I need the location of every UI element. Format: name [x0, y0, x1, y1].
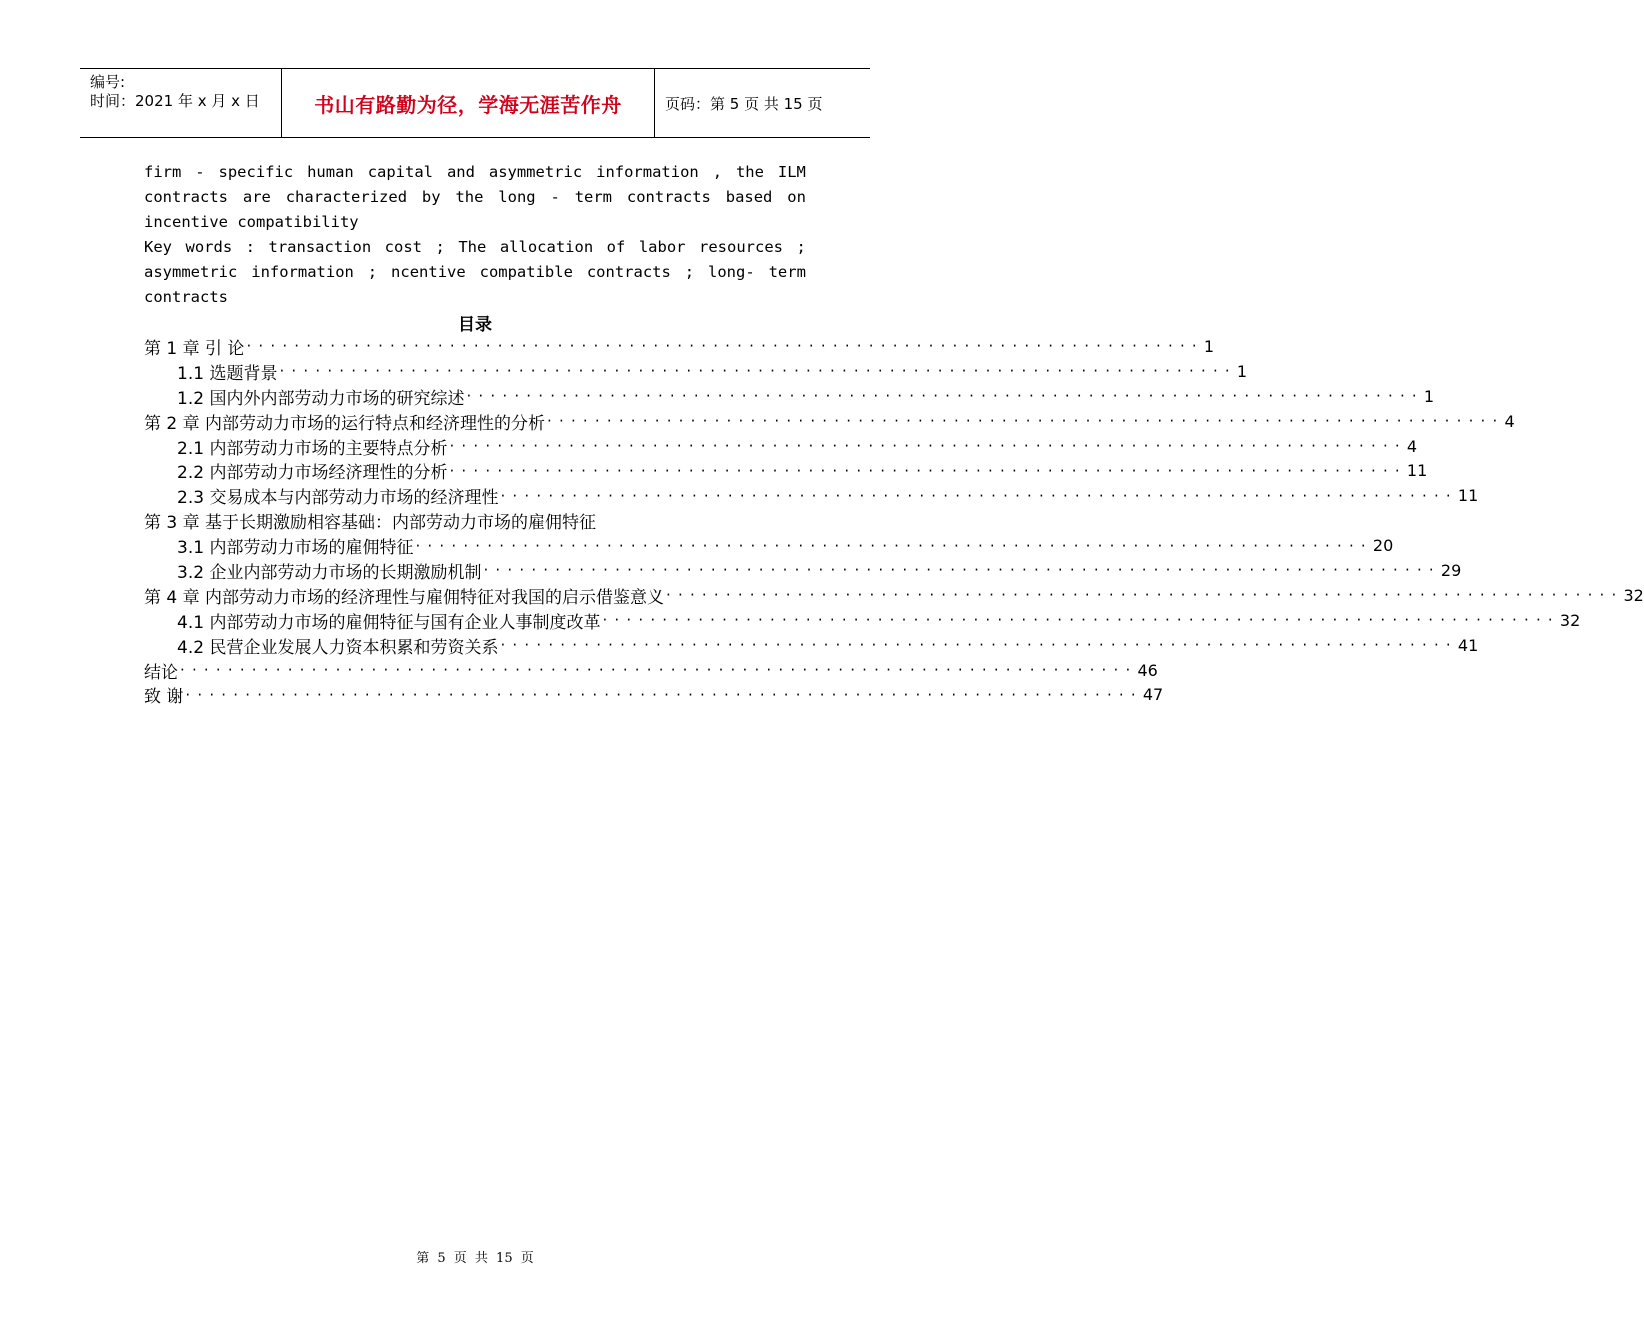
toc-entry[interactable] — [144, 483, 1479, 509]
header-motto-cell — [282, 69, 655, 137]
toc-leader-dots: ················································································ — [500, 486, 1458, 505]
abstract-word: allocation — [499, 238, 594, 256]
toc-entry-page: 47 — [1142, 685, 1164, 705]
abstract-word: the — [455, 188, 484, 206]
toc-entry-label: 4.1 内部劳动力市场的雇佣特征与国有企业人事制度改革 — [177, 612, 601, 633]
abstract-word: the — [735, 163, 764, 181]
toc-entry-page: 11 — [1406, 461, 1428, 481]
toc-entry-label: 第 1 章 引 论 — [144, 338, 245, 359]
toc-leader-dots: ················································································ — [666, 586, 1624, 605]
abstract-word: based — [725, 188, 773, 206]
toc-leader-dots: ················································································ — [415, 536, 1373, 555]
abstract-word: specific — [218, 163, 294, 181]
toc-entry[interactable] — [144, 359, 1248, 384]
abstract-line — [144, 185, 806, 210]
abstract-word: term — [574, 188, 613, 206]
toc-entry-label: 2.1 内部劳动力市场的主要特点分析 — [177, 438, 448, 459]
toc-entry-page: 32 — [1559, 610, 1581, 630]
abstract-word: contracts — [144, 188, 228, 206]
toc-leader-dots: ················································································ — [449, 461, 1407, 480]
abstract-word: information — [251, 263, 354, 281]
abstract-word: information — [596, 163, 699, 181]
toc-leader-dots: ················································································ — [246, 337, 1204, 356]
toc-leader-dots: ················································································ — [500, 636, 1458, 655]
page-footer: 第 5 页 共 15 页 — [416, 1251, 534, 1266]
toc-entry-page: 29 — [1440, 560, 1462, 580]
toc-entry-label: 第 4 章 内部劳动力市场的经济理性与雇佣特征对我国的启示借鉴意义 — [144, 587, 665, 608]
abstract-word: asymmetric — [488, 163, 583, 181]
abstract-word: : — [245, 238, 256, 256]
document-date-label: 时间：2021 年 x 月 x 日 — [90, 92, 260, 110]
toc-entry-label: 2.2 内部劳动力市场经济理性的分析 — [177, 463, 448, 484]
abstract-word: asymmetric — [144, 263, 238, 281]
toc-leader-dots: ················································································ — [449, 437, 1407, 455]
toc-entry-label: 第 3 章 基于长期激励相容基础：内部劳动力市场的雇佣特征 — [144, 513, 597, 534]
toc-leader-dots: ················································································ — [466, 387, 1424, 406]
abstract-word: human — [307, 163, 354, 181]
abstract-word: are — [242, 188, 271, 206]
toc-entry-page: 1 — [1236, 361, 1248, 381]
abstract-word: long — [498, 188, 536, 206]
toc-entry-label: 3.2 企业内部劳动力市场的长期激励机制 — [177, 562, 482, 583]
abstract-line — [144, 260, 806, 285]
toc-leader-dots: ················································································ — [602, 611, 1560, 630]
toc-entry[interactable] — [144, 533, 1394, 559]
toc-entry[interactable] — [144, 608, 1581, 633]
toc-leader-dots: ················································································ — [180, 661, 1138, 680]
toc-entry[interactable] — [144, 409, 1515, 434]
toc-entry[interactable] — [144, 334, 1215, 359]
toc-entry-label: 3.1 内部劳动力市场的雇佣特征 — [177, 538, 414, 559]
toc-leader-dots: ················································································ — [185, 685, 1143, 704]
abstract-word: compatible — [479, 263, 573, 281]
abstract-word: The — [458, 238, 487, 256]
abstract-word: , — [712, 163, 723, 181]
abstract-word: long- — [708, 263, 755, 281]
header-page-cell — [655, 69, 870, 137]
toc-leader-dots: ················································································ — [547, 412, 1505, 431]
toc-entry[interactable] — [144, 583, 1644, 608]
abstract-word: contracts — [626, 188, 711, 206]
toc-entry[interactable] — [144, 434, 1418, 459]
toc-entry-page: 20 — [1372, 536, 1394, 556]
toc-title: 目录 — [458, 315, 492, 335]
abstract-word: ncentive — [391, 263, 466, 281]
header-page-info: 页码：第 5 页 共 15 页 — [665, 94, 823, 113]
toc-entry[interactable] — [144, 384, 1435, 409]
toc-entry-page: 11 — [1457, 486, 1479, 506]
abstract-word: transaction — [268, 238, 372, 256]
toc-entry-label: 结论 — [144, 662, 178, 683]
abstract-word: ILM — [777, 163, 806, 181]
abstract-word: ; — [367, 263, 378, 281]
abstract-word: - — [195, 163, 205, 181]
abstract-word: resources — [699, 238, 784, 256]
toc-entry[interactable] — [144, 458, 1428, 484]
abstract-word: of — [606, 238, 626, 256]
abstract-word: by — [421, 188, 441, 206]
abstract-line — [144, 160, 806, 185]
toc-leader-dots: ················································································ — [279, 362, 1237, 381]
toc-entry-label: 第 2 章 内部劳动力市场的运行特点和经济理性的分析 — [144, 413, 546, 434]
toc-entry-page: 32 — [1623, 585, 1644, 605]
abstract-word: words — [185, 238, 233, 256]
document-number-label: 编号: — [90, 73, 126, 91]
toc-entry[interactable] — [144, 658, 1158, 683]
abstract-line — [144, 210, 806, 235]
abstract-line — [144, 235, 806, 260]
toc-leader-dots: ················································································ — [483, 561, 1441, 580]
toc-entry-page: 41 — [1457, 635, 1479, 655]
abstract-word: contracts — [586, 263, 671, 281]
page-header — [80, 68, 870, 138]
abstract-word: ; — [435, 238, 445, 256]
toc-entry[interactable] — [144, 508, 844, 533]
abstract-text — [144, 160, 806, 310]
abstract-word: on — [787, 188, 806, 206]
abstract-word: ; — [796, 238, 806, 256]
table-of-contents — [144, 334, 1644, 708]
abstract-word: - — [550, 188, 560, 206]
toc-entry[interactable] — [144, 558, 1462, 583]
toc-entry-label: 4.2 民营企业发展人力资本积累和劳资关系 — [177, 637, 499, 658]
abstract-word: term — [768, 263, 806, 281]
toc-entry-page: 1 — [1423, 386, 1435, 406]
abstract-word: incentive compatibility — [144, 213, 359, 231]
abstract-word: capital — [367, 163, 434, 181]
abstract-word: and — [446, 163, 475, 181]
abstract-word: Key — [144, 238, 172, 256]
header-meta-cell — [80, 69, 282, 137]
toc-entry[interactable] — [144, 633, 1479, 658]
toc-entry-label: 致 谢 — [144, 687, 184, 708]
toc-entry-page: 4 — [1406, 436, 1418, 456]
toc-entry-page: 4 — [1504, 411, 1515, 431]
toc-entry-page: 1 — [1203, 336, 1215, 356]
abstract-word: labor — [638, 238, 686, 256]
toc-entry-label: 1.1 选题背景 — [177, 363, 278, 384]
toc-entry-label: 1.2 国内外内部劳动力市场的研究综述 — [177, 388, 465, 409]
header-motto: 书山有路勤为径，学海无涯苦作舟 — [314, 92, 622, 117]
abstract-line — [144, 285, 806, 310]
abstract-word: contracts — [144, 288, 228, 306]
abstract-word: firm — [144, 163, 182, 181]
toc-entry[interactable] — [144, 682, 1164, 708]
abstract-word: characterized — [285, 188, 408, 206]
toc-entry-page: 46 — [1137, 660, 1158, 680]
toc-entry-label: 2.3 交易成本与内部劳动力市场的经济理性 — [177, 488, 499, 509]
abstract-word: cost — [384, 238, 422, 256]
abstract-word: ; — [684, 263, 695, 281]
